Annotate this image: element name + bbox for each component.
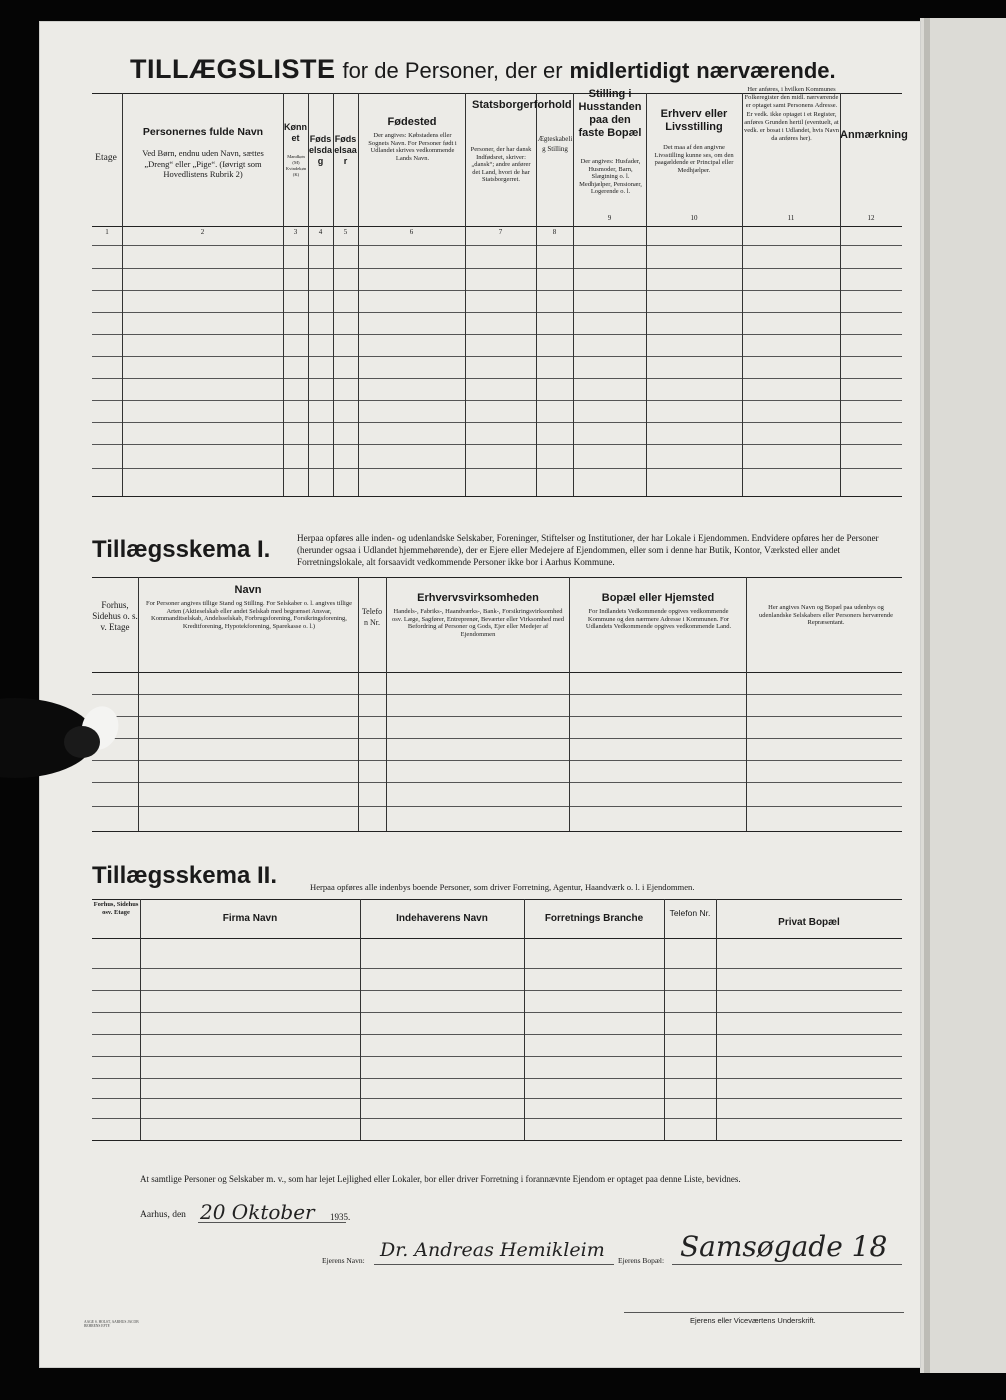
- owner-address-handwritten: Samsøgade 18: [680, 1230, 888, 1263]
- certification-text: At samtlige Personer og Selskaber m. v., som har lejet Lejlighed eller Lokaler, bor eller driver Forretning i forannævnte Ejendom er optaget paa denne Liste, bevidnes.: [140, 1174, 741, 1184]
- title-midlertidigt: midlertidigt: [569, 58, 690, 83]
- schema2-intro: Herpaa opføres alle indenbys boende Personer, som driver Forretning, Agentur, Haandværk o. l. i Ejendommen.: [310, 882, 695, 892]
- col-address-desc: Her anføres, i hvilken Kommunes Folkeregister den midl. nærværende er optaget samt Personens Adresse. Er vedk. ikke optaget i et Register, anføres Grunden hertil (eventuelt, at vedk. er bosat i Udlandet, hvis Navn da anføres her).: [744, 86, 839, 143]
- col-name-header: Personernes fulde Navn: [142, 126, 264, 138]
- s1-col-erhverv-header: Erhvervsvirksomheden: [417, 592, 539, 604]
- date-handwritten: 20 Oktober: [200, 1200, 315, 1224]
- s2-col-branche: Forretnings Branche: [544, 913, 644, 924]
- s1-col-bopael-header: Bopæl eller Hjemsted: [601, 592, 715, 604]
- census-form-page: [40, 22, 920, 1367]
- s1-col-etage: Forhus, Sidehus o. s. v. Etage: [92, 600, 138, 632]
- col-birthyear-header: Fødselsaar: [334, 134, 357, 166]
- col-gender-desc: Mandkøn (M) Kvindekøn (K): [285, 154, 307, 177]
- col-num-12: 12: [867, 214, 875, 222]
- col-occupation-desc: Det maa af den angivne Livsstilling kunne ses, om den paagældende er Principal eller Medhjælper.: [654, 144, 734, 174]
- title-main: TILLÆGSLISTE: [130, 54, 336, 84]
- title-mid: for de Personer, der er: [342, 58, 563, 83]
- thumb-photo-artifact: [0, 690, 120, 785]
- col-birthday-header: Fødselsdag: [308, 134, 332, 166]
- col-marital-header: Ægteskabelig Stilling: [537, 135, 573, 153]
- col-num-2: 2: [200, 228, 205, 236]
- schema1-intro: Herpaa opføres alle inden- og udenlandske Selskaber, Foreninger, Stiftelser og Institutioner, der har Lokale i Ejendommen. Endvidere opføres her de Personer (herunder ogsaa i Udlandet hjemmehørende), der er Ejere eller Medejere af Ejendommen, eller som i denne har Butik, Kontor, Værksted eller andet Forretningslokale, alt forsaavidt vedkommende Personer ikke bor i Aarhus Kommune.: [297, 533, 879, 567]
- s2-col-firma: Firma Navn: [222, 913, 278, 924]
- col-num-4: 4: [318, 228, 323, 236]
- col-num-8: 8: [552, 228, 557, 236]
- col-etage-header: Etage: [95, 153, 117, 163]
- s1-col-telefon: Telefon Nr.: [361, 607, 383, 627]
- col-num-11: 11: [787, 214, 795, 222]
- col-num-10: 10: [690, 214, 698, 222]
- schema2-title: Tillægsskema II.: [92, 862, 277, 889]
- s1-col-repr-desc: Her angives Navn og Bopæl paa udenbys og udenlandske Selskabers eller Personers herværende Repræsentant.: [759, 604, 893, 627]
- col-num-5: 5: [343, 228, 348, 236]
- col-num-7: 7: [498, 228, 503, 236]
- s2-col-etage: Forhus, Sidehus osv. Etage: [93, 901, 139, 916]
- printer-imprint: AAGE S. HOLST, AARHUS JACOB BEHRENS EFTF.: [84, 1320, 139, 1329]
- s2-col-indehaver: Indehaverens Navn: [396, 913, 488, 924]
- col-household-header: Stilling i Husstanden paa den faste Bopæl: [578, 88, 642, 139]
- col-name-desc: Ved Børn, endnu uden Navn, sættes „Dreng“ eller „Pige“. (Iøvrigt som Hovedlistens Rubrik 2): [142, 148, 264, 179]
- s1-col-navn-desc: For Personer angives tillige Stand og Stilling. For Selskaber o. l. angives tillige Arten (Aktieselskab eller andet Selskab med begrænset Ansvar, Kommanditselskab, Andelsselskab, Forbrugsforening, Forsikringsforening, Kreditforening, Hypotekforening, Sparekasse o. l.): [146, 600, 352, 630]
- year-label: 1935.: [330, 1212, 351, 1222]
- place-label: Aarhus, den: [140, 1210, 186, 1220]
- col-num-6: 6: [409, 228, 414, 236]
- s2-col-bopael: Privat Bopæl: [778, 917, 840, 928]
- title-end: nærværende.: [696, 58, 836, 83]
- col-occupation-header: Erhverv eller Livsstilling: [660, 108, 728, 133]
- book-fold: [924, 18, 930, 1373]
- col-citizenship-header: Statsborgerforhold: [472, 99, 572, 111]
- col-citizenship-desc: Personer, der har dansk Indfødsret, skriver: „dansk“; andre anfører det Land, hvori de har Statsborgerret.: [470, 146, 532, 184]
- s1-col-bopael-desc: For Indlandets Vedkommende opgives vedkommende Kommune og den nærmere Adresse i Kommunen. For Udlandets Vedkommende opgives vedkommende Land.: [585, 608, 732, 631]
- s2-col-telefon: Telefon Nr.: [669, 908, 711, 918]
- col-num-9: 9: [607, 214, 612, 222]
- col-birthplace-desc: Der angives: Købstadens eller Sognets Navn. For Personer født i Udlandet skrives vedkommende Lands Navn.: [368, 132, 457, 162]
- owner-address-label: Ejerens Bopæl:: [618, 1256, 665, 1265]
- page-title: [130, 54, 930, 85]
- schema1-title: Tillægsskema I.: [92, 536, 271, 563]
- signature-label: Ejerens eller Viceværtens Underskrift.: [690, 1316, 816, 1325]
- col-num-3: 3: [293, 228, 298, 236]
- col-household-desc: Der angives: Husfader, Husmoder, Barn, Slægtning o. l. Medhjælper, Pensionær, Logerende o. l.: [579, 158, 642, 196]
- col-num-1: 1: [105, 228, 109, 236]
- owner-name-handwritten: Dr. Andreas Hemikleim: [380, 1239, 605, 1261]
- col-gender-header: Kønnet: [284, 122, 307, 143]
- s1-col-erhverv-desc: Handels-, Fabriks-, Haandværks-, Bank-, Forsikringsvirksomhed osv. Læge, Sagfører, Entreprenør, Beværter eller Virksomhed med Befordring af Personer og Gods, Ejer eller Medejer af Ejendommen: [392, 608, 565, 638]
- s1-col-navn-header: Navn: [234, 584, 262, 596]
- col-remarks-header: Anmærkning: [840, 129, 908, 141]
- col-birthplace-header: Fødested: [387, 116, 437, 128]
- owner-name-label: Ejerens Navn:: [322, 1256, 365, 1265]
- adjacent-page: [920, 18, 1006, 1373]
